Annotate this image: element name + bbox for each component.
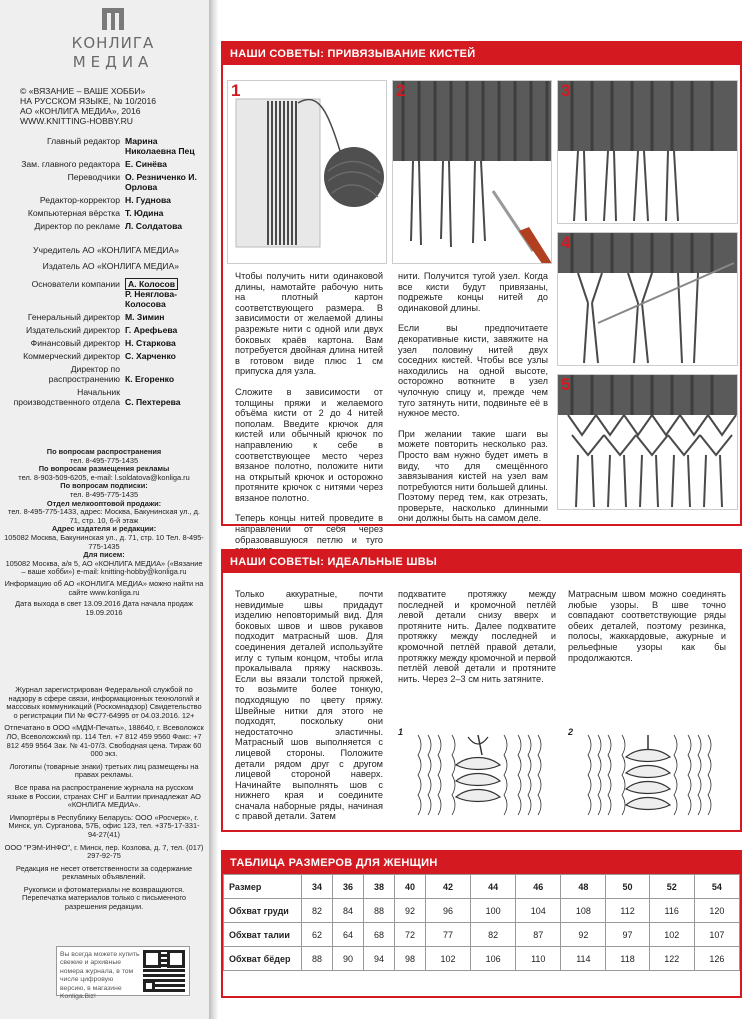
staff-name: О. Резниченко И. Орлова	[125, 172, 197, 192]
staff-role: Зам. главного редактора	[21, 159, 120, 169]
staff-name: Марина Николаевна Пец	[125, 136, 195, 156]
size-table-section	[221, 850, 742, 998]
seams-text-col3	[568, 589, 726, 673]
size-header-cell: 42	[426, 875, 471, 899]
staff-name: С. Харченко	[125, 351, 176, 361]
table-cell: 84	[333, 899, 364, 923]
size-header-cell: 40	[395, 875, 426, 899]
tassels-text-col2	[398, 271, 548, 534]
decorative-knot-needle-illustration	[558, 233, 738, 366]
contact-text: тел. 8-903-509-6205, e-mail: l.soldatova@konliga.ru	[18, 472, 190, 482]
table-cell: 106	[471, 947, 516, 971]
table-row	[224, 875, 740, 899]
promo-text: Вы всегда можете купить свежие и архивные номера журнала, в том числе цифровую версию, в магазине Konliga.Biz!	[60, 951, 140, 1001]
paragraph: нити. Получится тугой узел. Когда все кисти будут привязаны, подрежьте концы нитей до одинаковой длины.	[398, 271, 548, 313]
staff-role: Переводчики	[67, 172, 120, 182]
diagram-number: 2	[568, 727, 574, 737]
staff-role: Финансовый директор	[30, 338, 120, 348]
imprint-column	[0, 0, 209, 1019]
size-header-cell: 52	[649, 875, 694, 899]
section-title: НАШИ СОВЕТЫ: ИДЕАЛЬНЫЕ ШВЫ	[223, 551, 740, 573]
konliga-logo-icon	[102, 8, 124, 30]
table-cell: 100	[471, 899, 516, 923]
staff-name: Т. Юдина	[125, 208, 164, 218]
table-cell: 72	[395, 923, 426, 947]
table-cell: 77	[426, 923, 471, 947]
staff-name: Н. Старкова	[125, 338, 176, 348]
row-label: Размер	[224, 875, 302, 899]
table-cell: 102	[426, 947, 471, 971]
table-cell: 92	[395, 899, 426, 923]
legal-text: ООО "РЭМ-ИНФО", г. Минск, пер. Козлова, д. 7, тел. (017) 297-92-75	[4, 842, 204, 861]
step-photo-3	[557, 80, 738, 224]
size-header-cell: 48	[561, 875, 606, 899]
paragraph: Чтобы получить нити одинаковой длины, намотайте рабочую нить на плотный картон соответствующего размера. В зависимости от желаемой длины разрежьте нити с одной или двух боковых краёв картона. Вам потребуется двойная длина нитей в готовом виде плюс 1 см припуска для узла.	[235, 271, 383, 377]
size-header-cell: 50	[606, 875, 649, 899]
table-cell: 68	[364, 923, 395, 947]
section-title: НАШИ СОВЕТЫ: ПРИВЯЗЫВАНИЕ КИСТЕЙ	[223, 43, 740, 65]
step-number: 1	[231, 81, 241, 100]
paragraph: Сложите в зависимости от толщины пряжи и желаемого объёма кисти от 2 до 4 нитей пополам. Введите крючок для кистей или обычный крючок по направлению к себе в соответствующее место через вязаное полотно, положите нити на открытый крючок и осторожно протяните крючок с нитями через вязаное полотно.	[235, 386, 383, 503]
table-cell: 116	[649, 899, 694, 923]
staff-role: Директор по распространению	[48, 364, 120, 384]
size-table	[223, 874, 740, 971]
table-cell: 88	[364, 899, 395, 923]
page-spine	[209, 0, 218, 1019]
contact-heading: Отдел мелкооптовой продажи:	[46, 498, 162, 508]
diagram-number: 1	[398, 727, 404, 737]
table-cell: 102	[649, 923, 694, 947]
contact-text: Информацию об АО «КОНЛИГА МЕДИА» можно найти на сайте www.konliga.ru	[4, 578, 204, 597]
step-number: 4	[561, 233, 571, 252]
step-number: 5	[561, 375, 571, 394]
legal-text: Журнал зарегистрирован Федеральной службой по надзору в сфере связи, информационных технологий и массовых коммуникаций (Роскомнадзор) Свидетельство о регистрации ПИ № ФС77-64995 от 04.03.2016. 12+	[6, 685, 202, 720]
paragraph: Если вы предпочитаете декоративные кисти, завяжите на узел половину нитей двух соседних кистей. Чтобы все узлы находились на одной высоте, осторожно воткните в узел чулочную спицу и, прежде чем туго затянуть нити, подвиньте её в нужное место.	[398, 323, 548, 419]
size-header-cell: 36	[333, 875, 364, 899]
table-cell: 82	[302, 899, 333, 923]
size-header-cell: 38	[364, 875, 395, 899]
legal-block	[4, 686, 204, 912]
shop-promo[interactable]	[56, 946, 190, 1001]
table-cell: 110	[516, 947, 561, 971]
finished-fringe-illustration	[558, 375, 738, 510]
staff-name: М. Зимин	[125, 312, 165, 322]
row-label: Обхват груди	[224, 899, 302, 923]
legal-text: Все права на распространение журнала на русском языке в России, странах СНГ и Балтии принадлежат АО «КОНЛИГА МЕДИА».	[7, 782, 201, 810]
legal-text: Импортёры в Республику Беларусь: ООО «Росчерк», г. Минск, ул. Сурганова, 57Б, офис 123, тел. +375-17-331-94-27(41)	[8, 812, 200, 839]
contact-text: 105082 Москва, а/я 5, АО «КОНЛИГА МЕДИА» («Вязание – ваше хобби») e-mail: knitting-hobby@konliga.ru	[5, 558, 203, 577]
table-row	[224, 947, 740, 971]
table-cell: 120	[694, 899, 739, 923]
knitted-edge-hook-illustration	[393, 81, 552, 264]
staff-role: Основатели компании	[31, 279, 120, 289]
table-cell: 104	[516, 899, 561, 923]
step-number: 3	[561, 81, 571, 100]
table-cell: 62	[302, 923, 333, 947]
table-cell: 64	[333, 923, 364, 947]
table-cell: 126	[694, 947, 739, 971]
staff-name: С. Пехтерева	[125, 397, 181, 407]
seam-diagram-2	[568, 725, 728, 825]
contact-text: тел. 8-495-775-1433, адрес: Москва, Бакунинская ул., д. 71, стр. 10, 6-й этаж	[8, 507, 200, 525]
size-header-cell: 54	[694, 875, 739, 899]
tassels-text-col1	[235, 271, 383, 566]
size-header-cell: 46	[516, 875, 561, 899]
staff-role: Коммерческий директор	[23, 351, 120, 361]
table-cell: 94	[364, 947, 395, 971]
table-cell: 118	[606, 947, 649, 971]
publisher-logo	[70, 8, 156, 80]
paragraph: Теперь концы нитей проведите в направлении от себя через образовавшуюся петлю и туго	[235, 513, 383, 545]
table-cell: 122	[649, 947, 694, 971]
table-cell: 96	[426, 899, 471, 923]
table-cell: 112	[606, 899, 649, 923]
table-row	[224, 899, 740, 923]
paragraph: При желании такие шаги вы можете повторить несколько раз. Просто вам нужно будет иметь в виду, что для смещённого завязывания кистей на узел вам потребуются нити большей длины. Поэтому перед тем, как отрезать, проверьте, насколько длинными они должны быть на самом деле.	[398, 428, 548, 524]
seams-section	[221, 549, 742, 832]
step-photo-5	[557, 374, 738, 510]
table-cell: 98	[395, 947, 426, 971]
tassel-knot-illustration	[558, 81, 738, 224]
website-link[interactable]: WWW.KNITTING-HOBBY.RU	[20, 116, 133, 126]
seams-text-col2	[398, 589, 556, 694]
mattress-stitch-diagram-icon	[568, 725, 728, 825]
legal-text: Редакция не несет ответственности за содержание рекламных объявлений.	[15, 863, 193, 882]
copyright-line: АО «КОНЛИГА МЕДИА», 2016	[20, 106, 141, 116]
table-cell: 92	[561, 923, 606, 947]
table-cell: 108	[561, 899, 606, 923]
contacts-block	[4, 448, 204, 617]
staff-name: Н. Гуднова	[125, 195, 171, 205]
staff-name: Г. Арефьева	[125, 325, 178, 335]
paragraph: подхватите протяжку между последней и кромочной петлёй левой детали снизу вверх и протяните нить. Далее подхватите протяжку между последней и кромочной петлёй правой детали, протяжку между кромочной и первой петлёй левой детали и протяните нить. Через 2–3 см нить затяните.	[398, 589, 556, 684]
release-dates: Дата выхода в свет 13.09.2016 Дата начала продаж 19.09.2016	[15, 599, 193, 617]
table-cell: 88	[302, 947, 333, 971]
staff-role: Компьютерная вёрстка	[27, 208, 120, 218]
yarn-card-illustration	[228, 81, 387, 264]
contact-heading: По вопросам размещения рекламы	[38, 464, 170, 474]
contact-heading: Адрес издателя и редакции:	[51, 524, 157, 534]
step-photo-2	[392, 80, 552, 264]
staff-name: А. Колосов Р. Неяглова- Колосова	[125, 279, 177, 309]
staff-role: Главный редактор	[46, 136, 120, 146]
row-label: Обхват талии	[224, 923, 302, 947]
mattress-stitch-diagram-icon	[398, 725, 558, 825]
table-cell: 114	[561, 947, 606, 971]
step-photo-4	[557, 232, 738, 366]
size-header-cell: 34	[302, 875, 333, 899]
table-cell: 90	[333, 947, 364, 971]
paragraph: Только аккуратные, почти невидимые швы придадут изделию неповторимый вид. Для боковых швов и швов рукавов подходит матрасный шов. Для соединения деталей используйте иглу с тупым концом, чтобы игла прокалывала пряжу насквозь. Если вы вязали толстой пряжей, то возьмите более тонкую, подходящую по цвету пряжу. Швейные нитки для этого не подходят, поскольку они недостаточно эластичны. Матрасный шов выполняется с лицевой стороны. Положите детали рядом друг с другом лицевой стороной наверх. Начинайте выполнять шов с нижнего края и соедините сначала наборные ряды, начиная с правой детали. Затем	[235, 589, 383, 822]
section-title: ТАБЛИЦА РАЗМЕРОВ ДЛЯ ЖЕНЩИН	[223, 852, 740, 874]
paragraph: Матрасным швом можно соединять любые узоры. В шве точно совпадают соответствующие ряды обеих деталей, поэтому резинка, полосы, жаккардовые, ажурные и рельефные узоры как бы продолжаются.	[568, 589, 726, 663]
staff-role: Директор по рекламе	[34, 221, 120, 231]
publisher-line: Издатель АО «КОНЛИГА МЕДИА»	[42, 261, 179, 271]
contact-heading: По вопросам подписки:	[60, 481, 148, 491]
step-photo-1	[227, 80, 387, 264]
copyright-line: © «ВЯЗАНИЕ – ВАШЕ ХОББИ»	[20, 86, 146, 96]
legal-text: Перепечатка материалов только с письменного разрешения редакции.	[22, 893, 186, 912]
table-cell: 97	[606, 923, 649, 947]
staff-role: Издательский директор	[25, 325, 120, 335]
row-label: Обхват бёдер	[224, 947, 302, 971]
founder-name-boxed: А. Колосов	[125, 278, 178, 290]
seam-diagram-1	[398, 725, 558, 825]
staff-name: Л. Солдатова	[125, 221, 183, 231]
copyright-line: НА РУССКОМ ЯЗЫКЕ, № 10/2016	[20, 96, 157, 106]
qr-code-icon[interactable]	[143, 950, 185, 992]
tassels-section	[221, 41, 742, 545]
staff-role: Начальник производственного отдела	[13, 387, 120, 407]
founder-line: Учредитель АО «КОНЛИГА МЕДИА»	[33, 245, 179, 255]
logo-text-line2: МЕДИА	[72, 53, 154, 71]
legal-text: Отпечатано в ООО «МДМ-Печать», 188640, г. Всеволожск ЛО, Всеволожский пр. 114 Тел. +7 812 459 9560 Факс: +7 812 459 9564 Зак. № 41-07/3. Свободная цена. Тираж 60 000 экз.	[4, 723, 204, 759]
staff-role: Редактор-корректор	[39, 195, 120, 205]
table-cell: 82	[471, 923, 516, 947]
staff-role: Генеральный директор	[27, 312, 120, 322]
contact-text: тел. 8-495-775-1435	[69, 489, 139, 499]
size-header-cell: 44	[471, 875, 516, 899]
contact-text: 105082 Москва, Бакунинская ул., д. 71, стр. 10 Тел. 8-495-775-1435	[4, 532, 204, 551]
legal-text: Логотипы (товарные знаки) третьих лиц размещены на правах рекламы.	[9, 761, 199, 780]
contact-heading: Для писем:	[83, 550, 125, 560]
seams-text-col1	[235, 589, 383, 832]
step-number: 2	[396, 81, 406, 100]
logo-text-line1: КОНЛИГА	[71, 34, 155, 52]
staff-name: Е. Синёва	[125, 159, 167, 169]
copyright-block	[20, 86, 200, 126]
staff-name: К. Егоренко	[125, 374, 175, 384]
staff-list	[4, 136, 207, 410]
table-cell: 107	[694, 923, 739, 947]
table-row	[224, 923, 740, 947]
contact-heading: По вопросам распространения	[46, 447, 162, 456]
table-cell: 87	[516, 923, 561, 947]
contact-text: тел. 8-495-775-1435	[69, 455, 139, 465]
legal-text: Рукописи и фотоматериалы не возвращаются.	[23, 884, 185, 894]
